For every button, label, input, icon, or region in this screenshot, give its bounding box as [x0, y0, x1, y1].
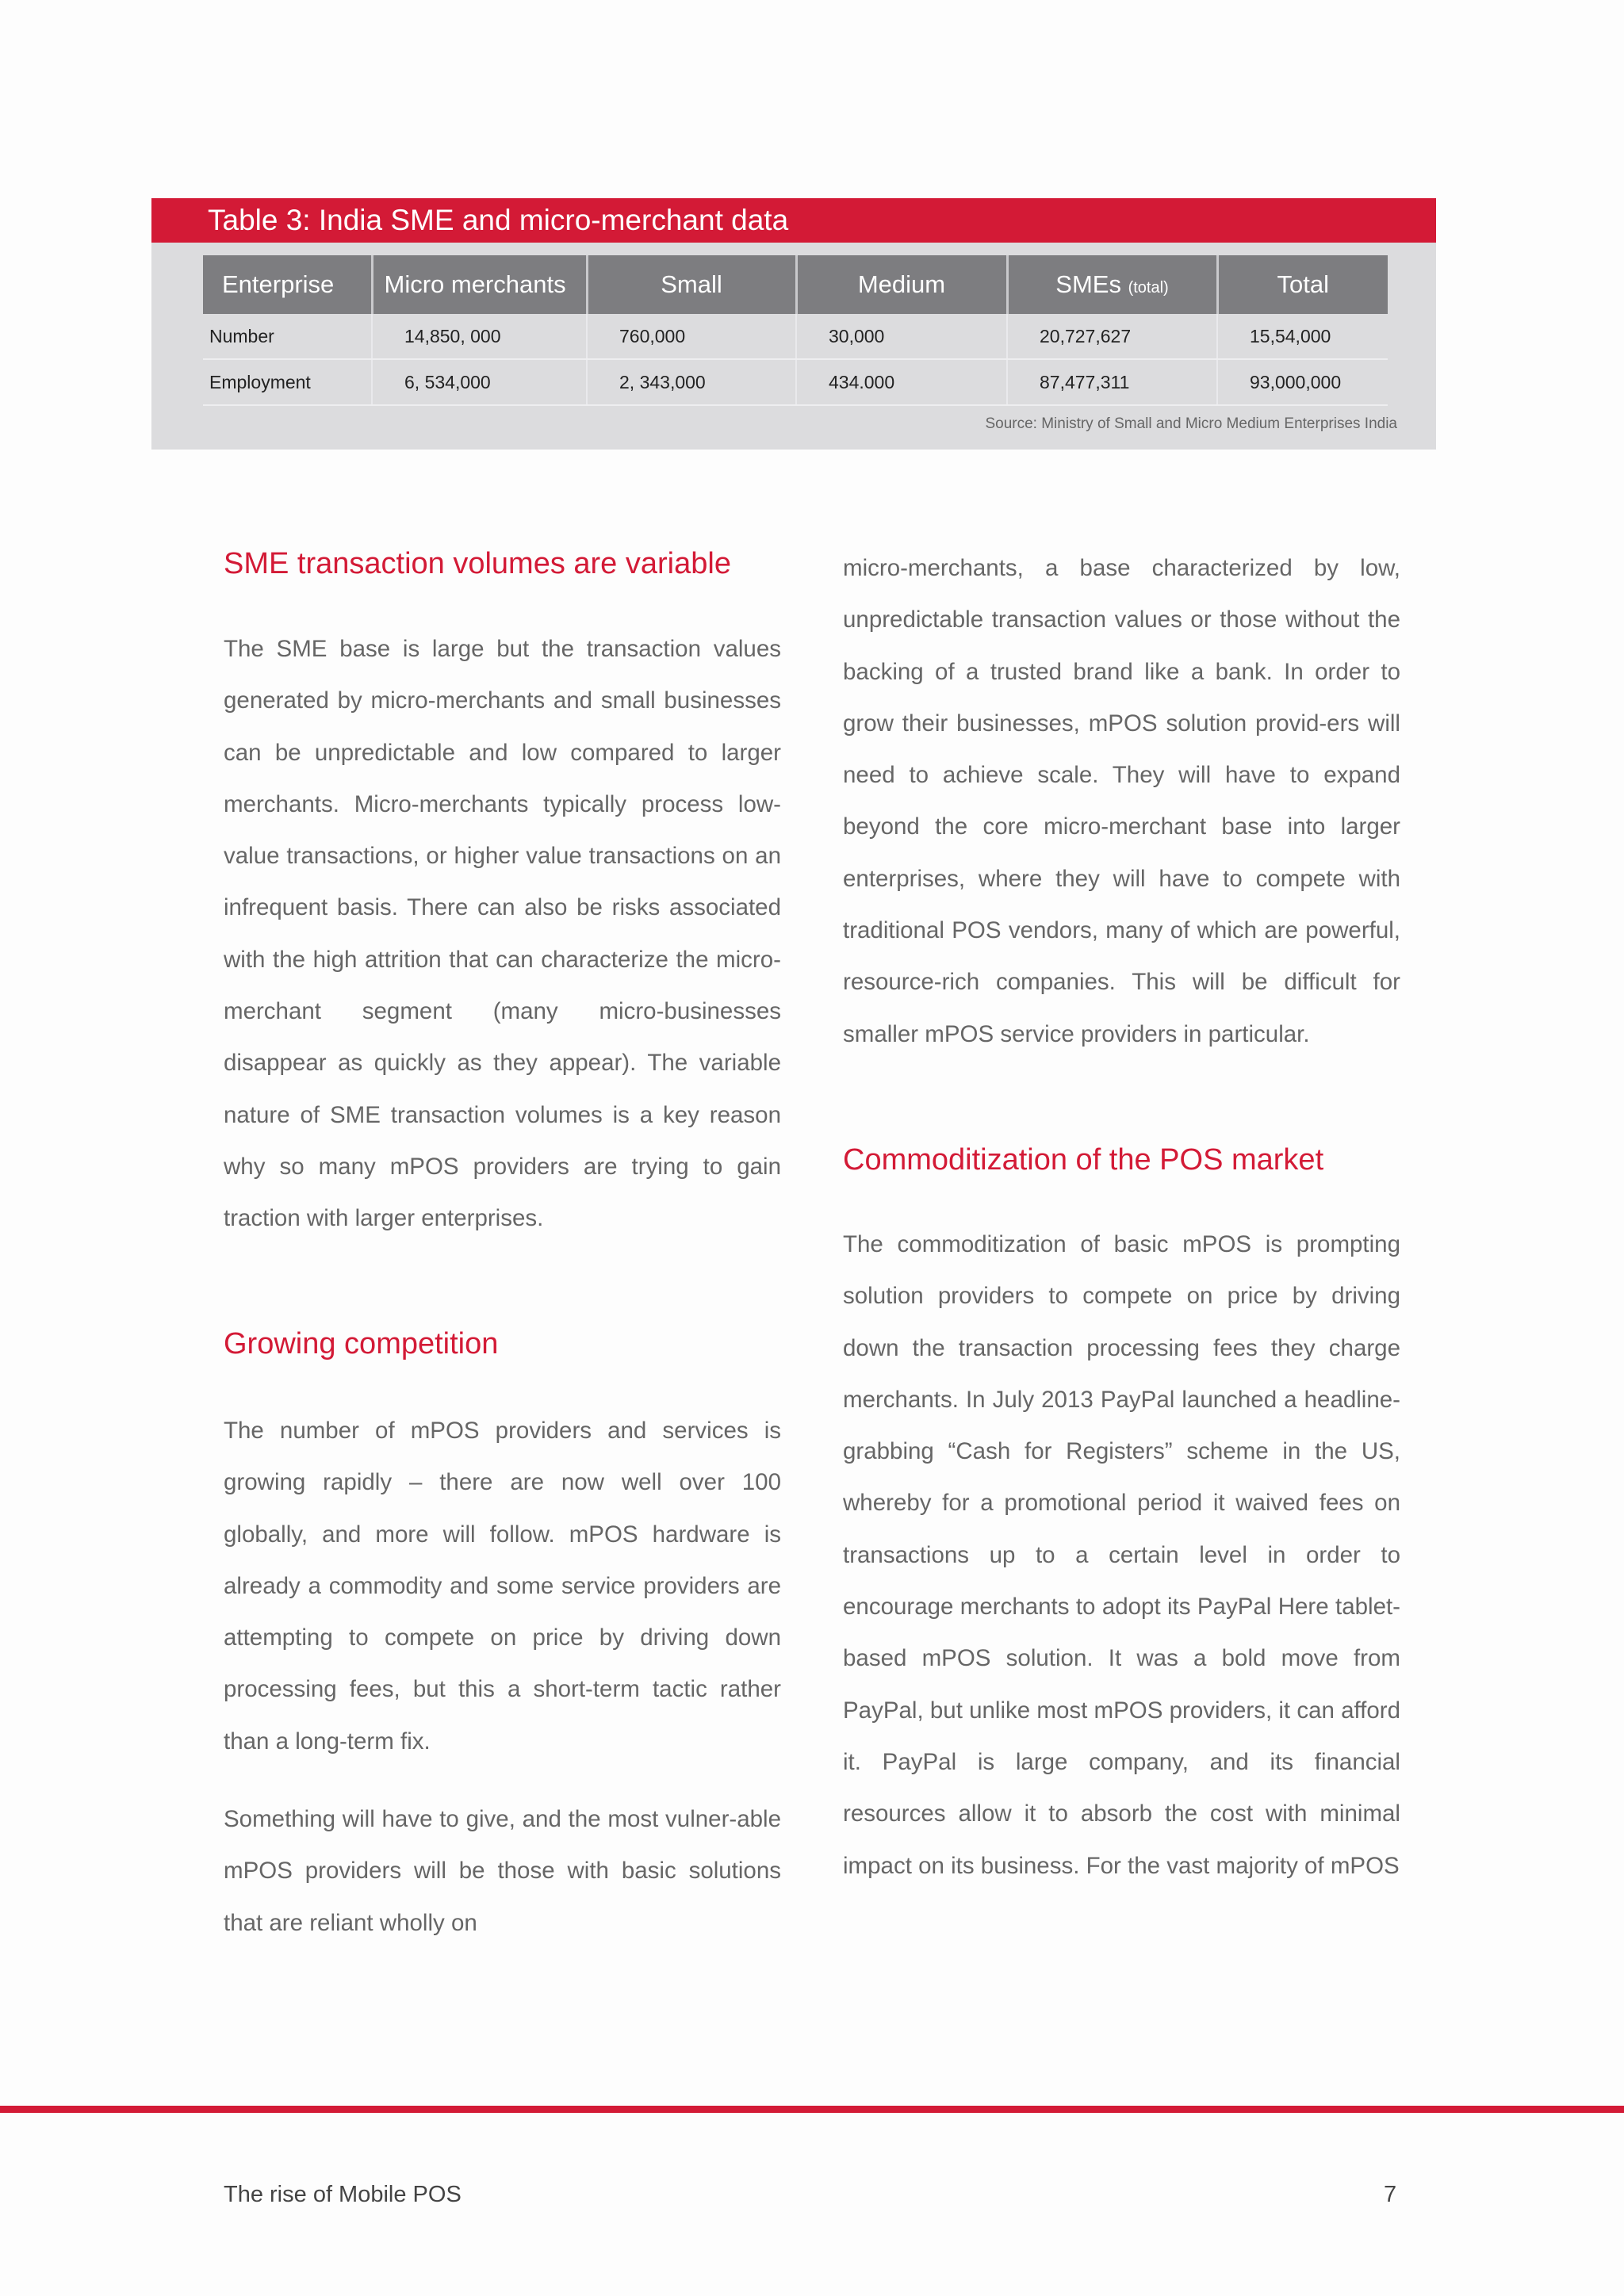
footer-divider: [0, 2106, 1624, 2113]
header-small: Small: [587, 255, 796, 314]
table-cell: 87,477,311: [1007, 359, 1217, 405]
table-cell: 760,000: [587, 314, 796, 359]
heading-growing-competition: Growing competition: [224, 1327, 499, 1360]
table-source: Source: Ministry of Small and Micro Medium Enterprises India: [985, 415, 1397, 432]
table-cell: 434.000: [796, 359, 1007, 405]
table-cell: 93,000,000: [1217, 359, 1388, 405]
header-medium: Medium: [796, 255, 1007, 314]
table-cell: 20,727,627: [1007, 314, 1217, 359]
header-smes-label: SMEs: [1055, 270, 1121, 298]
paragraph: The number of mPOS providers and services is growing rapidly – there are now well over 100 globally, and more will follow. mPOS hardware is already a commodity and some service providers are attempting to compete on price by driving down processing fees, but this a short-term tactic rather than a long-term fix.: [224, 1418, 781, 1755]
paragraph: micro-merchants, a base characterized by low, unpredictable transaction values or those without the backing of a trusted brand like a bank. In order to grow their businesses, mPOS solution provid-ers will need to achieve scale. They will have to expand beyond the core micro-merchant base into larger enterprises, where they will have to compete with traditional POS vendors, many of which are powerful, resource-rich companies. This will be difficult for smaller mPOS service providers in particular.: [843, 555, 1400, 1047]
page-number: 7: [1384, 2182, 1397, 2207]
table-cell: 6, 534,000: [372, 359, 587, 405]
paragraph: The commoditization of basic mPOS is prompting solution providers to compete on price by driving down the transaction processing fees they charge merchants. In July 2013 PayPal launched a headline-grabbing “Cash for Registers” scheme in the US, whereby for a promotional period it waived fees on transactions up to a certain level in order to encourage merchants to adopt its PayPal Here tablet-based mPOS solution. It was a bold move from PayPal, but unlike most mPOS providers, it can afford it. PayPal is large company, and its financial resources allow it to absorb the cost with minimal impact on its business. For the vast majority of mPOS: [843, 1231, 1400, 1879]
sme-data-table: [203, 255, 1388, 406]
table-row: [203, 359, 1388, 405]
table-cell: Employment: [203, 359, 372, 405]
heading-transaction-volumes: SME transaction volumes are variable: [224, 547, 731, 580]
paragraph: Something will have to give, and the most vulner-able mPOS providers will be those with basic solutions that are reliant wholly on: [224, 1806, 781, 1936]
table-cell: 2, 343,000: [587, 359, 796, 405]
header-enterprise: Enterprise: [203, 255, 372, 314]
table-cell: 15,54,000: [1217, 314, 1388, 359]
table-cell: Number: [203, 314, 372, 359]
header-smes: [1007, 255, 1217, 314]
header-micro-merchants: Micro merchants: [372, 255, 587, 314]
table-title: Table 3: India SME and micro-merchant data: [208, 204, 789, 236]
table-cell: 14,850, 000: [372, 314, 587, 359]
table-header-row: [203, 255, 1388, 314]
header-total: Total: [1217, 255, 1388, 314]
heading-commoditization: Commoditization of the POS market: [843, 1143, 1324, 1177]
table-cell: 30,000: [796, 314, 1007, 359]
table-row: [203, 314, 1388, 359]
footer-title: The rise of Mobile POS: [224, 2182, 462, 2207]
paragraph: The SME base is large but the transaction values generated by micro-merchants and small businesses can be unpredictable and low compared to larger merchants. Micro-merchants typically process low-value transactions, or higher value transactions on an infrequent basis. There can also be risks associated with the high attrition that can characterize the micro-merchant segment (many micro-businesses disappear as quickly as they appear). The variable nature of SME transaction volumes is a key reason why so many mPOS providers are trying to gain traction with larger enterprises.: [224, 636, 781, 1232]
header-smes-suffix: (total): [1128, 279, 1169, 297]
